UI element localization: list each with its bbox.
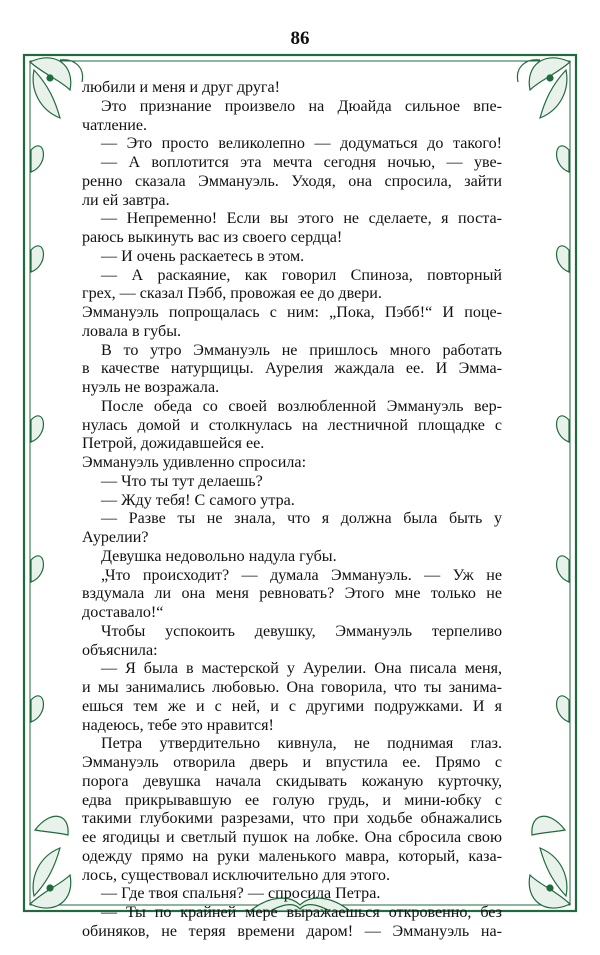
page-number: 86 [290, 28, 310, 49]
text-line: ее ягодицы и светлый пушок на лобке. Она сбросила свою [82, 829, 502, 846]
text-line: чатление. [82, 116, 148, 134]
text-line: Эммануэль отворила дверь и впустила ее. Прямо с [82, 754, 502, 771]
text-line: любили и меня и друг друга! [82, 79, 281, 96]
text-line: одежду прямо на руки маленького мавра, который, каза- [82, 847, 502, 865]
corner-leaf-top-left [30, 58, 83, 118]
body-text [82, 79, 502, 942]
text-line: ловала в губы. [82, 322, 182, 340]
text-line: лось, существовал исключительно для этого. [82, 866, 391, 884]
text-line: в качестве натурщицы. Аурелия жаждала ее. И Эмма- [82, 360, 502, 378]
text-line: — Это просто великолепно — додуматься до такого! [101, 135, 502, 153]
text-line: вздумала ли она меня ревновать? Этого мне только не [82, 585, 502, 603]
text-line: едва прикрывавшую ее голую грудь, и мини-юбку с [82, 791, 502, 809]
text-line: Петра утвердительно кивнула, не поднимая глаз. [101, 735, 502, 753]
text-line: После обеда со своей возлюбленной Эммануэль вер- [101, 397, 502, 415]
text-line: Эммануэль попрощалась с ним: „Пока, Пэбб!“ И поце- [82, 304, 502, 321]
corner-leaf-bottom-right [529, 816, 570, 908]
text-line: ли ей завтра. [82, 191, 170, 209]
text-line: — Где твоя спальня? — спросила Петра. [101, 885, 381, 903]
text-line: такими глубокими разрезами, что при ходьбе обнажались [82, 810, 502, 828]
text-line: надеюсь, тебе это нравится! [82, 716, 274, 734]
text-line: — Разве ты не знала, что я должна была быть у [101, 510, 502, 528]
text-line: нулась домой и столкнулась на лестничной площадке с [82, 416, 502, 434]
text-line: — Ты по крайней мере выражаешься откровенно, без [101, 904, 502, 921]
corner-leaf-bottom-left [30, 816, 71, 908]
text-line: раюсь выкинуть вас из своего сердца! [82, 229, 343, 246]
text-line: порога девушка начала скидывать кожаную курточку, [82, 772, 502, 790]
text-line: — А воплотится эта мечта сегодня ночью, — уве- [101, 154, 502, 171]
text-line: Эммануэль удивленно спросила: [82, 454, 307, 471]
text-line: Аурелии? [82, 529, 149, 546]
text-line: ешься тем же и с ней, и с другими подружками. И я [82, 697, 502, 715]
text-line: обиняков, не теряя времени даром! — Эммануэль на- [82, 922, 502, 940]
text-line: и мы занимались любовью. Она говорила, что ты занима- [82, 679, 502, 696]
corner-leaf-top-right [517, 58, 570, 118]
text-line: нуэль не возражала. [82, 379, 220, 396]
text-line: Девушка недовольно надула губы. [101, 547, 337, 565]
text-line: — Я была в мастерской у Аурелии. Она писала меня, [101, 660, 502, 678]
text-line: грех, — сказал Пэбб, провожая ее до двери. [82, 285, 382, 303]
text-line: — Что ты тут делаешь? [101, 472, 263, 490]
text-line: „Что происходит? — думала Эммануэль. — Уж не [101, 566, 502, 584]
text-line: Петрой, дожидавшейся ее. [82, 435, 265, 453]
text-line: — Жду тебя! С самого утра. [101, 491, 295, 509]
text-line: Чтобы успокоить девушку, Эммануэль терпеливо [101, 622, 502, 640]
text-line: объяснила: [82, 641, 158, 659]
side-leaves-right [557, 146, 569, 722]
text-line: В то утро Эммануэль не пришлось много работать [101, 341, 502, 359]
text-line: Это признание произвело на Дюайда сильное впе- [101, 97, 502, 115]
text-line: — И очень раскаетесь в этом. [101, 247, 305, 265]
text-line: доставало!“ [82, 604, 164, 621]
side-leaves-left [31, 146, 43, 722]
text-line: — Непременно! Если вы этого не сделаете, я поста- [101, 210, 502, 228]
text-line: — А раскаяние, как говорил Спиноза, повторный [101, 266, 502, 284]
text-line: ренно сказала Эммануэль. Уходя, она спросила, зайти [82, 172, 502, 190]
